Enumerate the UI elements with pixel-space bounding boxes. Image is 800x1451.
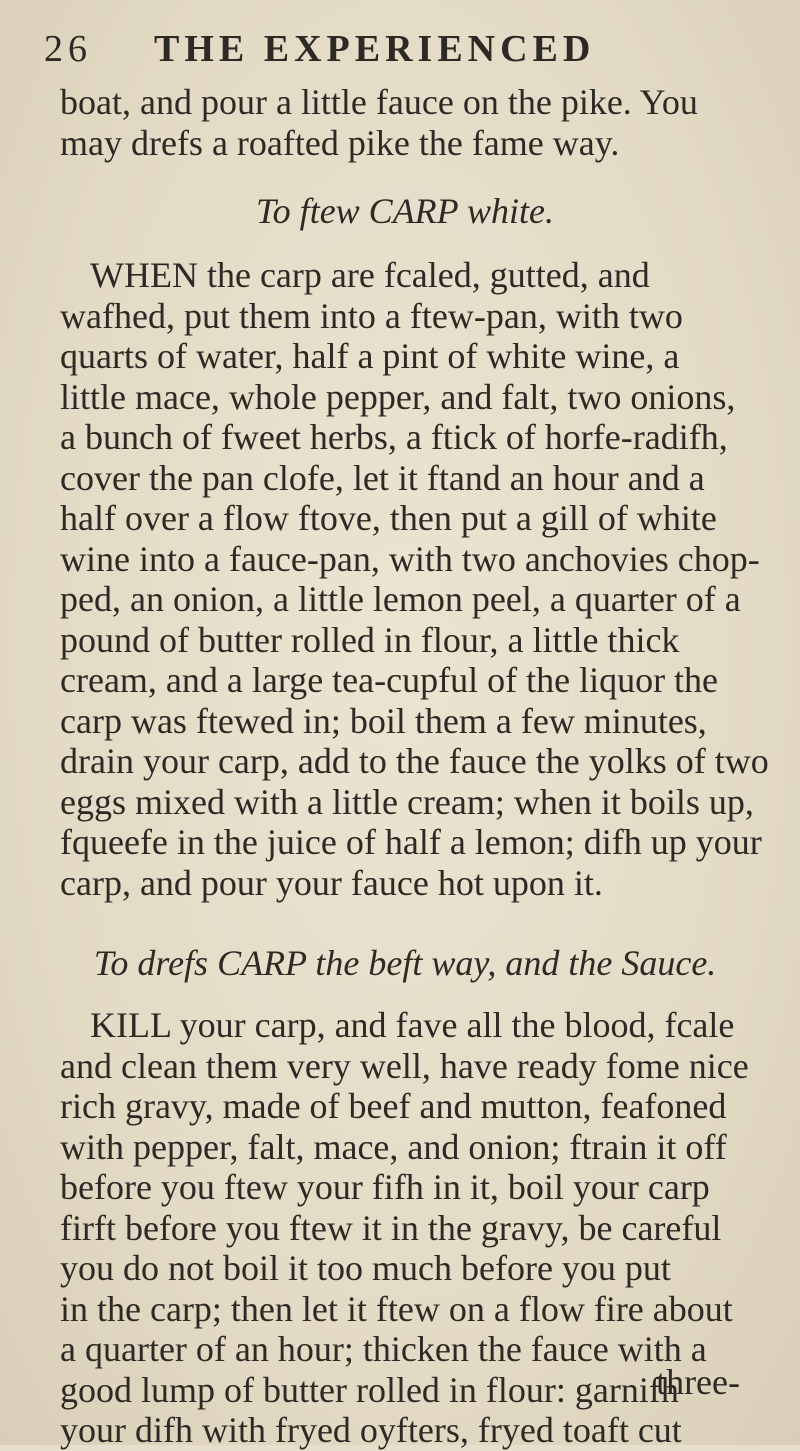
body-line: boat, and pour a little fauce on the pike. You [60, 82, 698, 122]
body-line: drain your carp, add to the fauce the yolks of two [60, 741, 769, 781]
running-head: THE EXPERIENCED [154, 28, 596, 70]
body-line: you do not boil it too much before you put [60, 1248, 671, 1288]
body-line: before you ftew your fifh in it, boil your carp [60, 1167, 710, 1207]
catchword: three- [656, 1362, 740, 1402]
body-line: good lump of butter rolled in flour: garnifh [60, 1369, 679, 1410]
page-header [44, 24, 740, 74]
body-line: cream, and a large tea-cupful of the liquor the [60, 660, 719, 700]
body-line: KILL your carp, and fave all the blood, fcale [90, 1005, 735, 1045]
body-line: fqueefe in the juice of half a lemon; difh up your [60, 822, 762, 862]
body-line: your difh with fryed oyfters, fryed toaft cut [60, 1410, 682, 1450]
body-line: cover the pan clofe, let it ftand an hour and a [60, 457, 705, 498]
body-line: eggs mixed with a little cream; when it boils up, [60, 781, 754, 822]
body-line: wine into a fauce-pan, with two anchovies chop- [60, 538, 760, 579]
body-line: firft before you ftew it in the gravy, be careful [60, 1207, 722, 1248]
body-line: WHEN the carp are fcaled, gutted, and [90, 255, 650, 295]
body-line: in the carp; then let it ftew on a flow fire about [60, 1288, 733, 1329]
body-line: quarts of water, half a pint of white wine, a [60, 336, 680, 376]
body-line: may drefs a roafted pike the fame way. [60, 122, 620, 163]
body-line: a quarter of an hour; thicken the fauce with a [60, 1329, 707, 1369]
text-block [60, 82, 769, 1451]
recipe-heading-dress-carp: To drefs CARP the beft way, and the Sauce. [93, 943, 717, 983]
body-line: pound of butter rolled in flour, a little thick [60, 619, 680, 660]
body-line: with pepper, falt, mace, and onion; ftrain it off [60, 1126, 727, 1167]
body-line: little mace, whole pepper, and falt, two onions, [60, 376, 736, 417]
body-line: ped, an onion, a little lemon peel, a quarter of a [60, 579, 741, 619]
body-line: wafhed, put them into a ftew-pan, with two [60, 295, 683, 336]
body-line: half over a flow ftove, then put a gill of white [60, 498, 717, 538]
page-number: 26 [44, 28, 92, 70]
body-line: and clean them very well, have ready fome nice [60, 1045, 749, 1086]
recipe-heading-stew-carp: To ftew CARP white. [255, 191, 555, 231]
body-line: carp was ftewed in; boil them a few minutes, [60, 700, 707, 741]
body-line: carp, and pour your fauce hot upon it. [60, 862, 603, 903]
body-line: rich gravy, made of beef and mutton, feafoned [60, 1086, 727, 1126]
body-line: a bunch of fweet herbs, a ftick of horfe-radifh, [60, 417, 728, 457]
